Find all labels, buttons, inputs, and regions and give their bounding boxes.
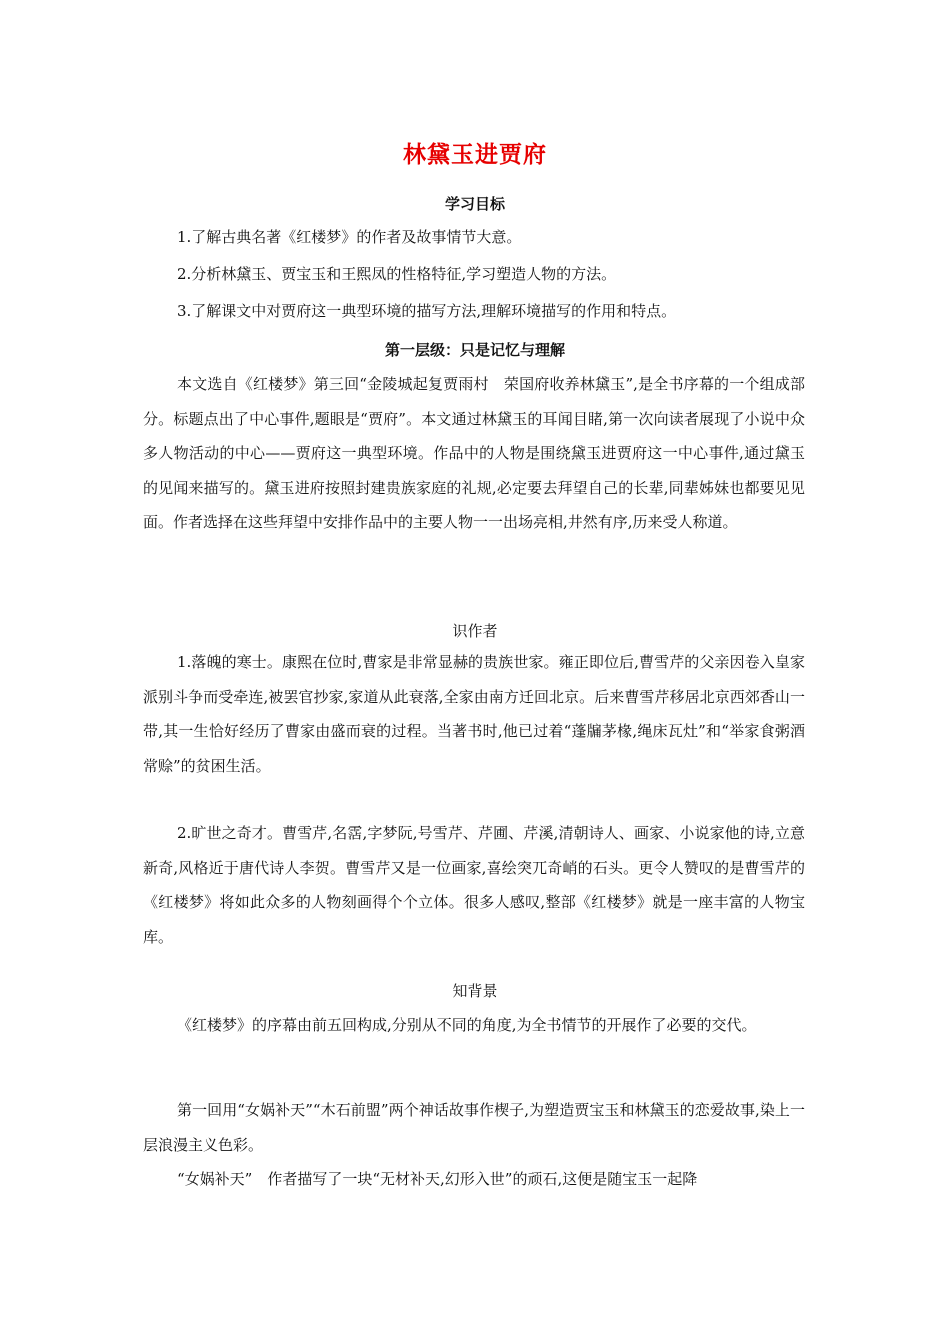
goal-item-3: 3.了解课文中对贾府这一典型环境的描写方法,理解环境描写的作用和特点。 [177,302,677,320]
background-paragraph-3: “女娲补天” 作者描写了一块“无材补天,幻形入世”的顽石,这便是随宝玉一起降 [177,1170,698,1188]
author-paragraph-2: 2.旷世之奇才。曹雪芹,名霑,字梦阮,号雪芹、芹圃、芹溪,清朝诗人、画家、小说家他的诗,立意新奇,风格近于唐代诗人李贺。曹雪芹又是一位画家,喜绘突兀奇峭的石头。更令人赞叹的是曹雪芹的《红楼梦》将如此众多的人物刻画得个个立体。很多人感叹,整部《红楼梦》就是一座丰富的人物宝库。 [143,824,805,946]
background-paragraph-2: 第一回用“女娲补天”“木石前盟”两个神话故事作楔子,为塑造贾宝玉和林黛玉的恋爱故事,染上一层浪漫主义色彩。 [143,1101,805,1154]
intro-paragraph: 本文选自《红楼梦》第三回“金陵城起复贾雨村 荣国府收养林黛玉”,是全书序幕的一个组成部分。标题点出了中心事件,题眼是“贾府”。本文通过林黛玉的耳闻目睹,第一次向读者展现了小说中众多人物活动的中心——贾府这一典型环境。作品中的人物是围绕黛玉进贾府这一中心事件,通过黛玉的见闻来描写的。黛玉进府按照封建贵族家庭的礼规,必定要去拜望自己的长辈,同辈姊妹也都要见见面。作者选择在这些拜望中安排作品中的主要人物一一出场亮相,井然有序,历来受人称道。 [143,375,805,531]
document-title: 林黛玉进贾府 [403,142,547,168]
author-heading: 识作者 [452,622,498,640]
author-paragraph-1: 1.落魄的寒士。康熙在位时,曹家是非常显赫的贵族世家。雍正即位后,曹雪芹的父亲因卷入皇家派别斗争而受牵连,被罢官抄家,家道从此衰落,全家由南方迁回北京。后来曹雪芹移居北京西郊香山一带,其一生恰好经历了曹家由盛而衰的过程。当著书时,他已过着“蓬牖茅椽,绳床瓦灶”和“举家食粥酒常赊”的贫困生活。 [143,653,805,775]
goal-item-2: 2.分析林黛玉、贾宝玉和王熙凤的性格特征,学习塑造人物的方法。 [177,265,617,283]
goal-item-1: 1.了解古典名著《红楼梦》的作者及故事情节大意。 [177,228,522,246]
background-paragraph-1: 《红楼梦》的序幕由前五回构成,分别从不同的角度,为全书情节的开展作了必要的交代。 [177,1016,757,1034]
level1-heading: 第一层级：只是记忆与理解 [384,341,565,359]
background-heading: 知背景 [452,982,498,1000]
goals-heading: 学习目标 [444,195,505,213]
